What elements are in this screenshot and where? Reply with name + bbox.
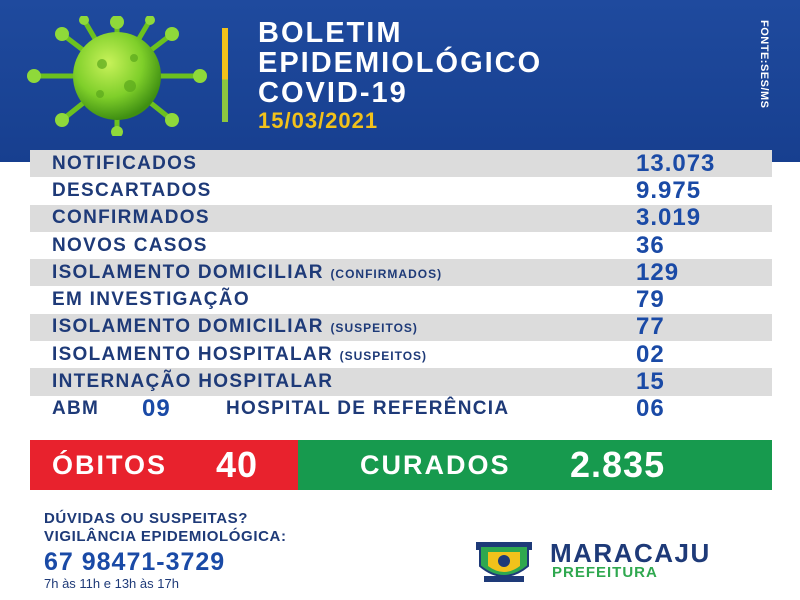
table-row xyxy=(30,150,772,177)
contact-phone[interactable]: 67 98471-3729 xyxy=(44,548,226,576)
city-crest-icon xyxy=(474,536,534,584)
table-row xyxy=(30,232,772,259)
row-label: NOTIFICADOS xyxy=(52,152,198,174)
row-label: ISOLAMENTO DOMICILIAR (SUSPEITOS) xyxy=(52,316,418,338)
row-value: 9.975 xyxy=(636,176,702,204)
row-value: 13.073 xyxy=(636,149,716,177)
table-row xyxy=(30,259,772,286)
contact-block xyxy=(44,510,287,592)
row-value: 129 xyxy=(636,258,680,286)
table-row xyxy=(30,205,772,232)
abm-value: 09 xyxy=(142,395,171,423)
curados-panel xyxy=(298,440,772,490)
row-value: 36 xyxy=(636,231,665,259)
obitos-label: ÓBITOS xyxy=(52,450,168,480)
contact-line-2: VIGILÂNCIA EPIDEMIOLÓGICA: xyxy=(44,528,287,545)
contact-line-1: DÚVIDAS OU SUSPEITAS? xyxy=(44,510,249,527)
obitos-panel xyxy=(30,440,298,490)
row-note: (SUSPEITOS) xyxy=(339,348,428,363)
curados-label: CURADOS xyxy=(360,450,511,480)
header-divider xyxy=(222,28,228,122)
table-row-abm xyxy=(30,396,772,423)
row-label: DESCARTADOS xyxy=(52,179,212,201)
row-value: 15 xyxy=(636,368,665,396)
table-row xyxy=(30,286,772,313)
stats-table xyxy=(30,150,772,423)
row-label: ISOLAMENTO DOMICILIAR (CONFIRMADOS) xyxy=(52,261,443,283)
row-value: 79 xyxy=(636,286,665,314)
hospital-value: 06 xyxy=(636,395,665,423)
contact-hours: 7h às 11h e 13h às 17h xyxy=(44,576,179,591)
row-value: 3.019 xyxy=(636,204,702,232)
bulletin-date: 15/03/2021 xyxy=(258,108,379,133)
title-line-3: COVID-19 xyxy=(258,77,408,109)
curados-value: 2.835 xyxy=(570,444,666,485)
row-note: (SUSPEITOS) xyxy=(330,321,418,336)
title-line-1: BOLETIM xyxy=(258,17,403,49)
row-value: 02 xyxy=(636,340,665,368)
table-row xyxy=(30,341,772,368)
brand-name: MARACAJU xyxy=(550,538,711,568)
table-row xyxy=(30,177,772,204)
row-label: INTERNAÇÃO HOSPITALAR xyxy=(52,371,334,393)
table-row xyxy=(30,368,772,395)
brand-subtitle: PREFEITURA xyxy=(552,564,658,581)
hospital-label: HOSPITAL DE REFERÊNCIA xyxy=(226,398,510,420)
source-note: FONTE:SES/MS xyxy=(758,20,770,109)
brand-block xyxy=(474,536,774,586)
virus-icon xyxy=(22,16,212,136)
row-label: NOVOS CASOS xyxy=(52,234,208,256)
row-label: EM INVESTIGAÇÃO xyxy=(52,289,250,311)
row-label: CONFIRMADOS xyxy=(52,207,210,229)
abm-label: ABM xyxy=(52,398,100,420)
obitos-value: 40 xyxy=(216,444,259,485)
row-value: 77 xyxy=(636,313,665,341)
table-row xyxy=(30,314,772,341)
row-label: ISOLAMENTO HOSPITALAR (SUSPEITOS) xyxy=(52,343,428,365)
title-line-2: EPIDEMIOLÓGICO xyxy=(258,47,543,79)
header-banner xyxy=(0,0,800,162)
row-note: (CONFIRMADOS) xyxy=(330,266,443,281)
